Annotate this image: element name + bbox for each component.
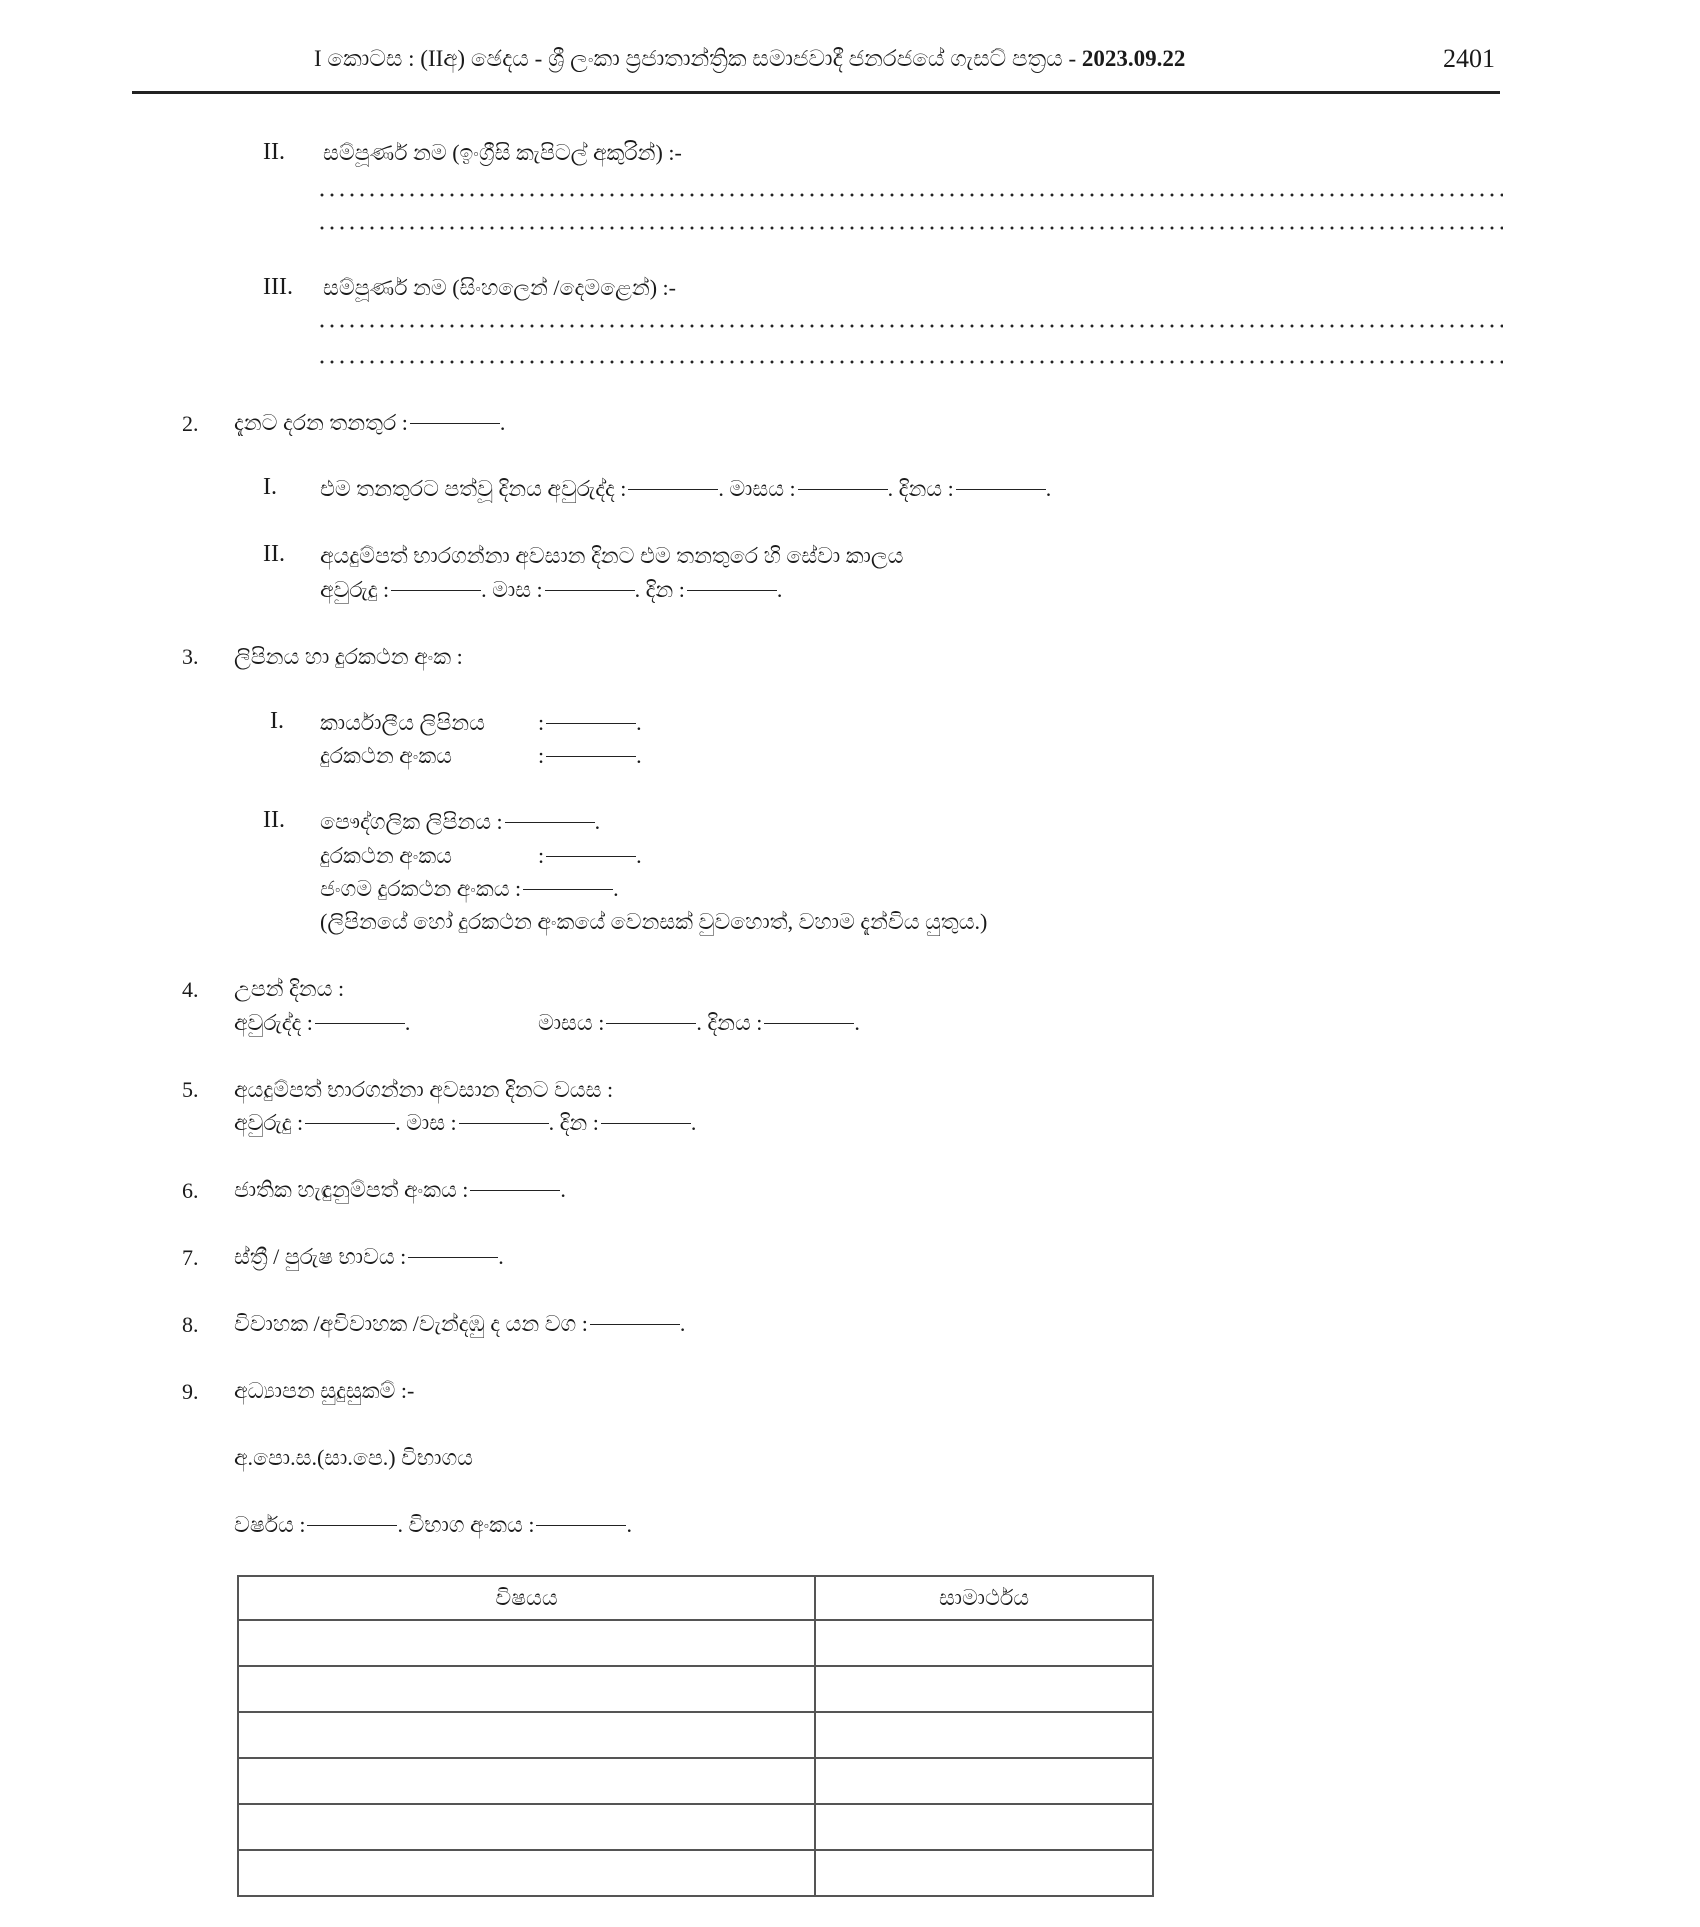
colon: : [538, 710, 545, 735]
item-9-number: 9. [182, 1379, 199, 1404]
subject-cell[interactable] [238, 1758, 815, 1804]
office-address-blank[interactable] [546, 723, 636, 724]
grade-column-header: සාමාර්ථය [815, 1576, 1153, 1620]
mobile-label: ජංගම දුරකථන අංකය : [320, 876, 522, 901]
period: . [776, 577, 783, 602]
birth-month-blank[interactable] [606, 1023, 696, 1024]
age-days-label: . දින : [548, 1110, 599, 1135]
gender-blank[interactable] [408, 1257, 498, 1258]
subject-cell[interactable] [238, 1804, 815, 1850]
education-label: අධ්‍යාපන සුදුසුකම් :- [234, 1378, 415, 1403]
office-address-label: කාර්යාලීය ලිපිනය [320, 710, 485, 735]
colon: : [538, 843, 545, 868]
birth-day-label: . දිනය : [696, 1010, 763, 1035]
item-3-number: 3. [182, 644, 199, 669]
period: . [854, 1010, 860, 1035]
table-row [238, 1804, 1153, 1850]
age-months-label: . මාස : [395, 1110, 457, 1135]
numeral-iii: III. [263, 274, 293, 300]
age-field [234, 1108, 696, 1138]
period: . [613, 876, 619, 901]
table-row [238, 1850, 1153, 1896]
personal-phone-label: දුරකථන අංකය [320, 843, 453, 868]
address-change-note: (ලිපිනයේ හෝ දුරකථන අංකයේ වෙනසක් වුවහොත්, වහාම දැන්විය යුතුය.) [320, 909, 988, 934]
age-years-blank[interactable] [305, 1123, 395, 1124]
item-3-numeral-ii: II. [263, 807, 285, 833]
appointment-day-blank[interactable] [956, 489, 1046, 490]
mobile-blank[interactable] [523, 889, 613, 890]
numeral-ii: II. [263, 139, 285, 165]
grade-cell[interactable] [815, 1758, 1153, 1804]
current-post-blank[interactable] [410, 423, 500, 424]
office-phone-label: දුරකථන අංකය [320, 743, 453, 768]
appointment-date-field [320, 474, 1051, 504]
item-2-numeral-ii: II. [263, 541, 285, 567]
period: . [636, 743, 642, 768]
colon: : [538, 743, 545, 768]
exam-year-index-field [234, 1510, 632, 1540]
appointment-month-label: . මාසය : [718, 476, 796, 501]
birth-year-label: අවුරුද්ද : [234, 1010, 313, 1035]
personal-phone-blank[interactable] [546, 856, 636, 857]
birth-day-blank[interactable] [764, 1023, 854, 1024]
item-7-number: 7. [182, 1245, 199, 1270]
gazette-header-title [314, 46, 1185, 72]
office-phone-blank[interactable] [546, 756, 636, 757]
header-rule [132, 91, 1500, 94]
appointment-day-label: . දිනය : [887, 476, 954, 501]
full-name-english-label: සම්පූර්ණ නම (ඉංග්‍රීසි කැපිටල් අකුරින්) :- [323, 140, 682, 165]
full-name-local-line-1[interactable] [317, 324, 1503, 328]
item-8-number: 8. [182, 1312, 199, 1337]
table-row [238, 1666, 1153, 1712]
header-date: 2023.09.22 [1081, 46, 1186, 71]
birth-date-label: උපන් දිනය : [234, 976, 345, 1001]
nic-blank[interactable] [470, 1190, 560, 1191]
subject-cell[interactable] [238, 1712, 815, 1758]
exam-index-label: . විභාග අංකය : [397, 1512, 535, 1537]
full-name-english-line-1[interactable] [317, 193, 1503, 197]
service-months-blank[interactable] [545, 590, 635, 591]
birth-year-field [234, 1008, 410, 1038]
service-period-field [320, 575, 782, 605]
period: . [594, 809, 601, 834]
service-years-label: අවුරුදු : [320, 577, 390, 602]
header-title-text: I කොටස : (IIඅ) ඡෙදය - ශ්‍රී ලංකා ප්‍රජාතාන්ත්‍රික සමාජවාදී ජනරජයේ ගැසට් පත්‍රය - [314, 46, 1082, 71]
marital-status-label: විවාහක /අවිවාහක /වැන්දඹු ද යන වග : [234, 1311, 588, 1336]
current-post-label: දැනට දරන තනතුර : [234, 410, 408, 435]
age-days-blank[interactable] [601, 1123, 691, 1124]
table-row [238, 1758, 1153, 1804]
service-days-label: . දින : [634, 577, 685, 602]
period: . [499, 410, 506, 435]
age-months-blank[interactable] [459, 1123, 549, 1124]
subject-cell[interactable] [238, 1666, 815, 1712]
item-2-numeral-i: I. [263, 474, 277, 500]
mobile-field [320, 874, 619, 904]
grade-cell[interactable] [815, 1666, 1153, 1712]
subject-column-header: විෂයය [238, 1576, 815, 1620]
full-name-english-line-2[interactable] [317, 226, 1503, 230]
item-2-number: 2. [182, 411, 199, 436]
appointment-month-blank[interactable] [798, 489, 888, 490]
address-phone-label: ලිපිනය හා දුරකථන අංක : [234, 644, 463, 669]
grade-cell[interactable] [815, 1804, 1153, 1850]
subjects-grades-table [237, 1575, 1154, 1897]
nic-label: ජාතික හැඳුනුම්පත් අංකය : [234, 1177, 469, 1202]
period: . [690, 1110, 697, 1135]
subject-cell[interactable] [238, 1850, 815, 1896]
page-number: 2401 [1443, 44, 1495, 73]
period: . [636, 843, 642, 868]
exam-year-blank[interactable] [307, 1525, 397, 1526]
exam-index-blank[interactable] [536, 1525, 626, 1526]
service-period-label: අයදුම්පත් භාරගන්නා අවසාන දිනට එම තනතුරෙ හි සේවා කාලය [320, 543, 904, 568]
period: . [636, 710, 642, 735]
grade-cell[interactable] [815, 1712, 1153, 1758]
full-name-local-line-2[interactable] [317, 360, 1503, 364]
nic-field [234, 1175, 566, 1205]
gender-field [234, 1242, 504, 1272]
period: . [560, 1177, 566, 1202]
personal-address-label: පෞද්ගලික ලිපිනය : [320, 809, 503, 834]
service-years-blank[interactable] [391, 590, 481, 591]
office-phone-field [538, 741, 642, 771]
table-header-row [238, 1576, 1153, 1620]
grade-cell[interactable] [815, 1620, 1153, 1666]
gender-label: ස්ත්‍රී / පුරුෂ භාවය : [234, 1244, 407, 1269]
period: . [626, 1512, 632, 1537]
birth-year-blank[interactable] [315, 1023, 405, 1024]
birth-month-label: මාසය : [538, 1010, 605, 1035]
marital-status-field [234, 1309, 685, 1339]
item-6-number: 6. [182, 1178, 199, 1203]
full-name-sinhala-tamil-label: සම්පූර්ණ නම (සිංහලෙන් /දෙමළෙන්) :- [323, 275, 676, 300]
appointment-year-blank[interactable] [628, 489, 718, 490]
personal-address-field [320, 807, 600, 837]
birth-month-day-field [538, 1008, 860, 1038]
exam-year-label: වර්ෂය : [234, 1512, 306, 1537]
period: . [498, 1244, 504, 1269]
age-years-label: අවුරුදු : [234, 1110, 304, 1135]
current-post-field [234, 408, 505, 438]
table-row [238, 1712, 1153, 1758]
item-4-number: 4. [182, 977, 199, 1002]
service-days-blank[interactable] [687, 590, 777, 591]
period: . [1045, 476, 1052, 501]
personal-phone-field [538, 841, 642, 871]
grade-cell[interactable] [815, 1850, 1153, 1896]
office-address-field [538, 708, 642, 738]
item-5-number: 5. [182, 1077, 199, 1102]
appointment-year-label: එම තනතුරට පත්වූ දිනය අවුරුද්ද : [320, 476, 627, 501]
period: . [404, 1010, 411, 1035]
marital-status-blank[interactable] [590, 1324, 680, 1325]
table-row [238, 1620, 1153, 1666]
personal-address-blank[interactable] [505, 822, 595, 823]
age-label: අයදුම්පත් භාරගන්නා අවසාන දිනට වයස : [234, 1077, 614, 1102]
item-3-numeral-i: I. [270, 708, 284, 734]
service-months-label: . මාස : [481, 577, 543, 602]
period: . [679, 1311, 686, 1336]
ol-exam-label: අ.පො.ස.(සා.පෙ.) විභාගය [234, 1445, 473, 1470]
subject-cell[interactable] [238, 1620, 815, 1666]
